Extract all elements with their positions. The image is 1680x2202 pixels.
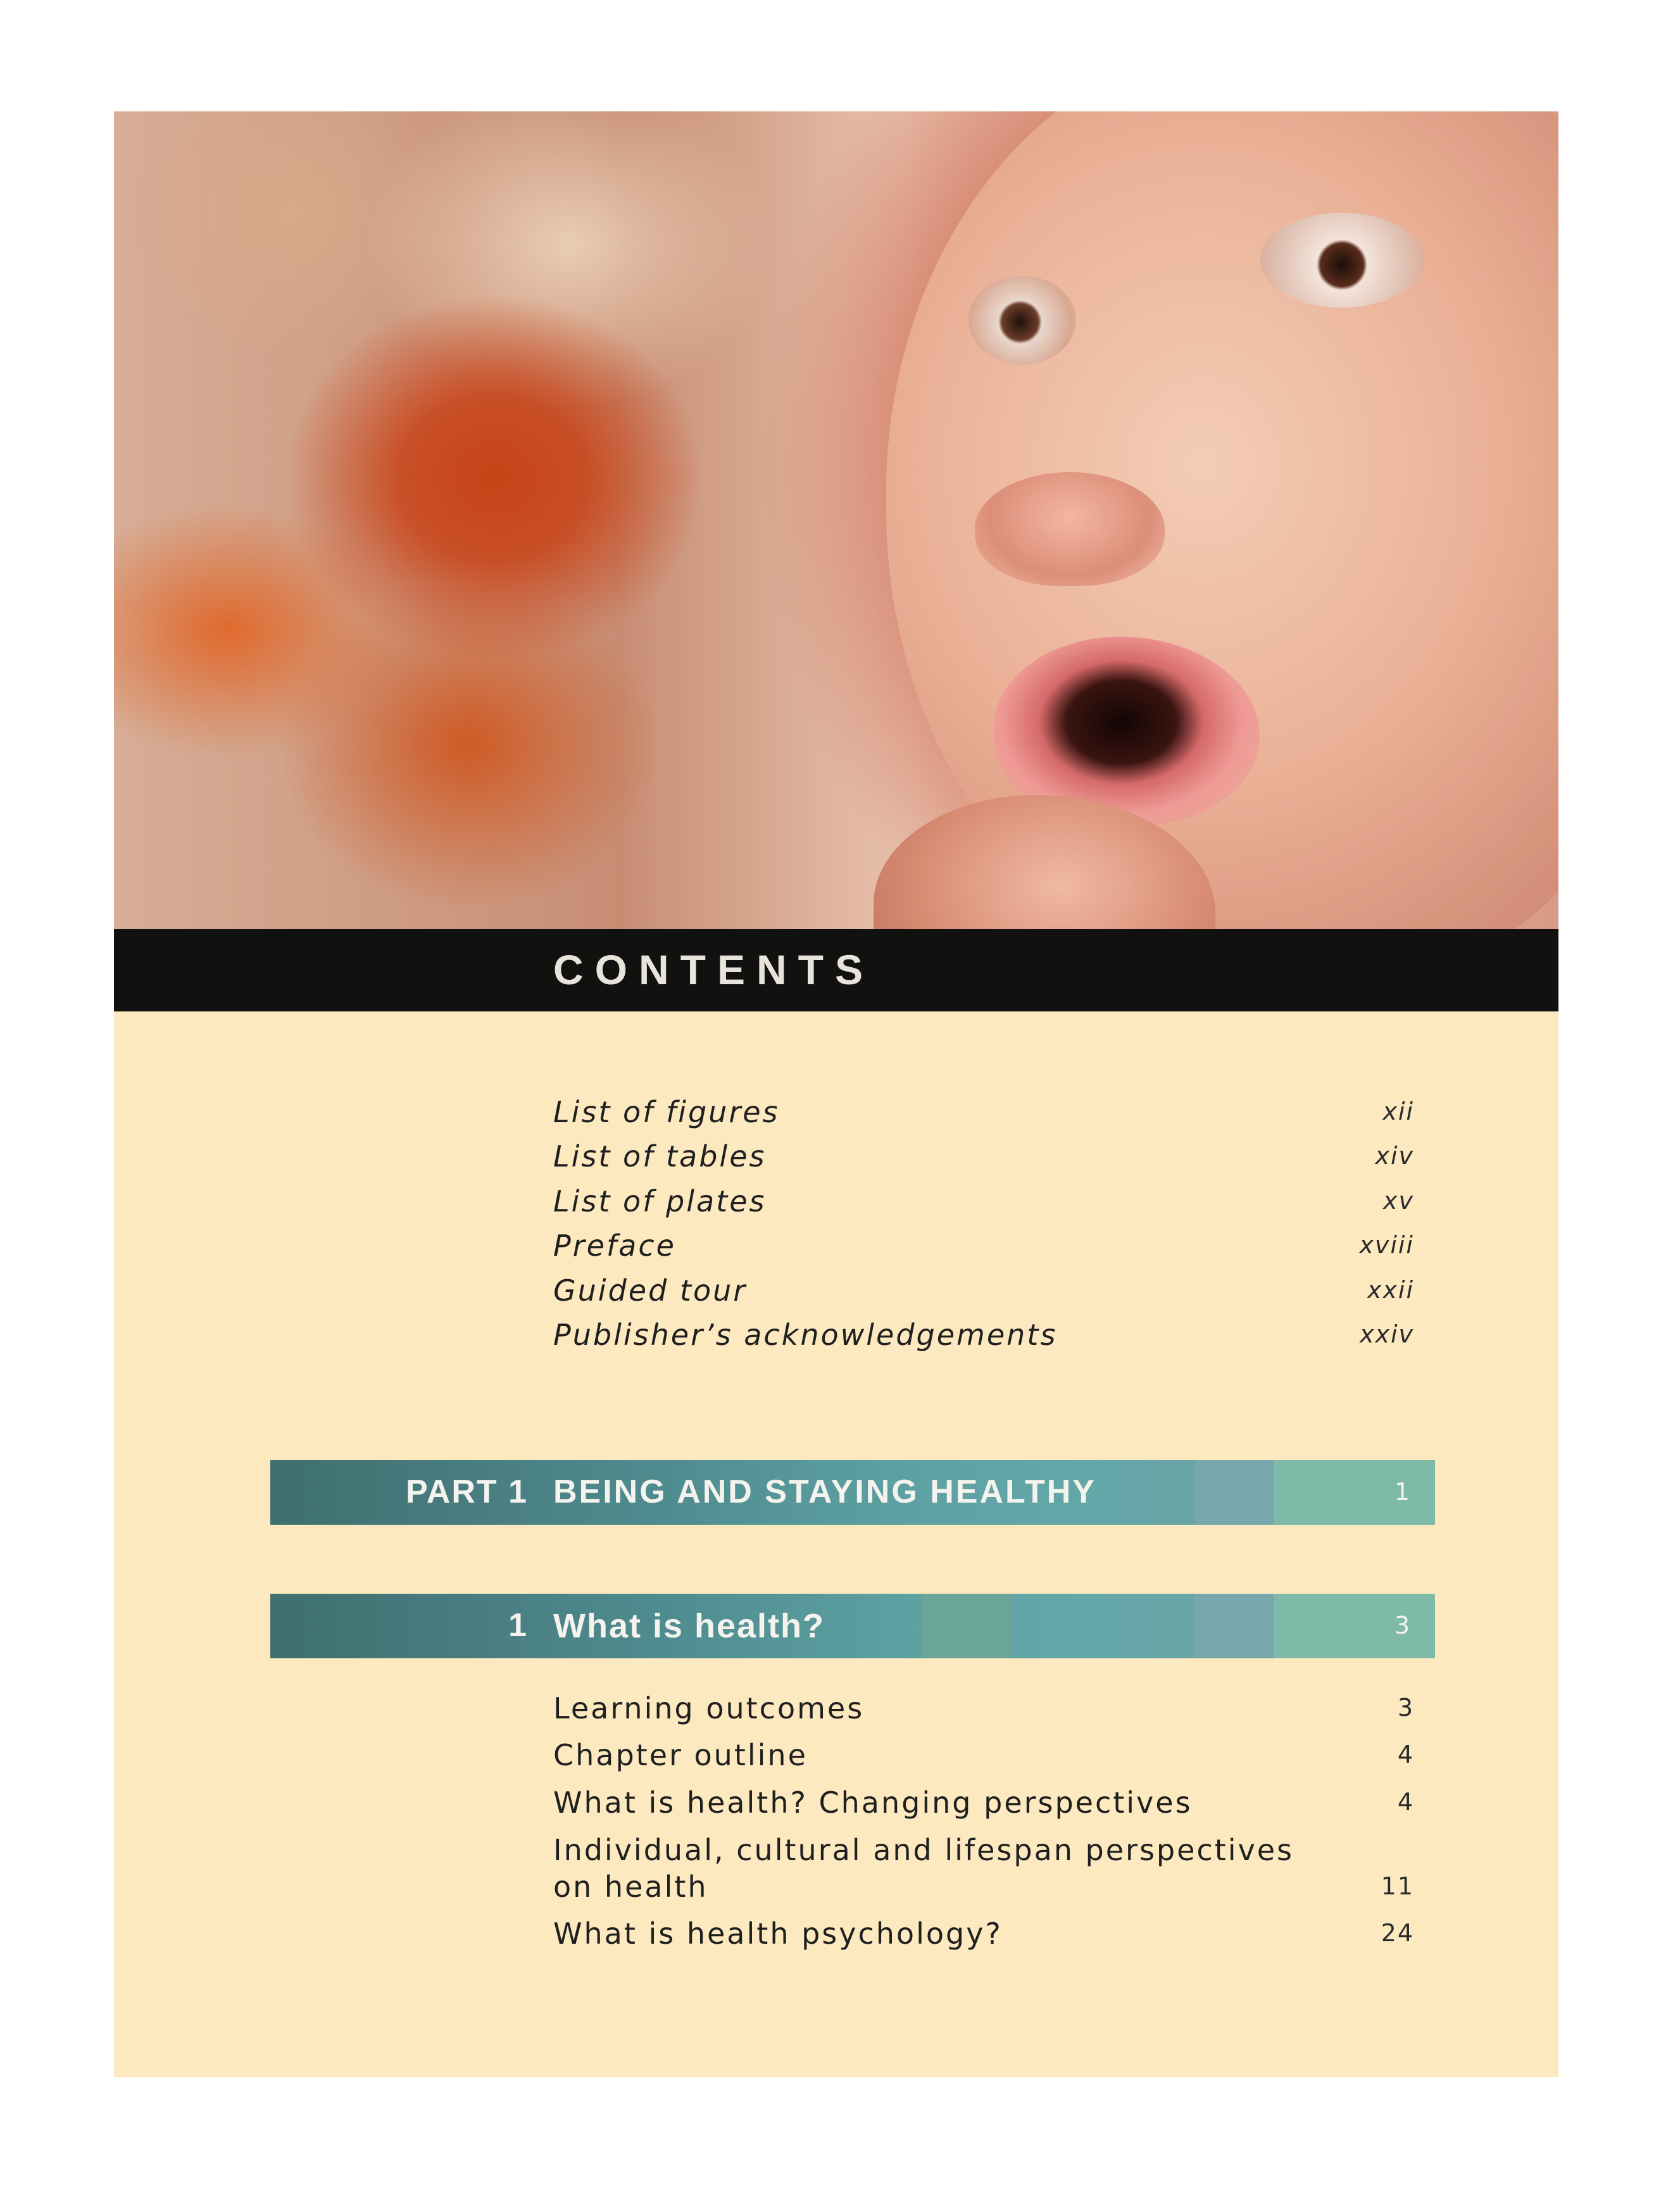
toc-entry-page: xxiv <box>1359 1320 1414 1348</box>
bar-accent-segment <box>1194 1594 1274 1658</box>
toc-section[interactable] <box>553 1691 1414 1736</box>
child-right-eye <box>1260 213 1424 308</box>
toc-entry[interactable] <box>553 1273 1414 1318</box>
toc-section-page: 4 <box>1397 1788 1414 1816</box>
child-left-eye <box>969 276 1076 365</box>
toc-entry[interactable] <box>553 1139 1414 1184</box>
toc-entry-label: List of plates <box>553 1184 767 1218</box>
toc-entry-label: List of figures <box>553 1095 780 1129</box>
toc-section-label: Chapter outline <box>553 1738 808 1772</box>
toc-section[interactable] <box>553 1786 1414 1830</box>
toc-entry-label: Guided tour <box>553 1273 748 1308</box>
toc-entry[interactable] <box>553 1095 1414 1139</box>
toc-section[interactable] <box>553 1917 1414 1961</box>
toc-entry[interactable] <box>553 1184 1414 1229</box>
toc-entry-label: Publisher’s acknowledgements <box>553 1318 1058 1352</box>
toc-entry-page: xii <box>1382 1098 1414 1125</box>
bar-accent-segment <box>1274 1460 1435 1525</box>
toc-entry[interactable] <box>553 1229 1414 1273</box>
bar-accent-segment <box>1194 1460 1274 1525</box>
chapter-heading-bar[interactable] <box>270 1594 1435 1658</box>
part-title: BEING AND STAYING HEALTHY <box>553 1473 1096 1510</box>
chapter-title: What is health? <box>553 1607 825 1645</box>
toc-section-label: Learning outcomes <box>553 1691 865 1725</box>
toc-section-label: What is health psychology? <box>553 1917 1003 1951</box>
bar-accent-segment <box>1274 1594 1435 1658</box>
toc-section[interactable] <box>553 1832 1414 1914</box>
toc-section-page: 24 <box>1381 1919 1414 1947</box>
toc-section-page: 4 <box>1397 1741 1414 1768</box>
toc-entry-label: Preface <box>553 1229 676 1263</box>
child-nose <box>975 472 1165 586</box>
toc-entry-page: xxii <box>1367 1276 1414 1304</box>
toc-section-label-line2: on health <box>553 1870 708 1904</box>
toc-section-page: 11 <box>1381 1872 1414 1900</box>
toc-section-label-line1: Individual, cultural and lifespan perspectives <box>553 1833 1294 1867</box>
toc-entry-page: xviii <box>1359 1231 1414 1259</box>
page-title: CONTENTS <box>553 946 874 993</box>
toc-section-label: What is health? Changing perspectives <box>553 1786 1193 1820</box>
contents-page <box>114 111 1558 2077</box>
part-page: 1 <box>1394 1478 1410 1506</box>
toc-section-label <box>553 1832 1294 1905</box>
chapter-page: 3 <box>1394 1611 1410 1639</box>
toc-section[interactable] <box>553 1738 1414 1782</box>
part-heading-bar[interactable] <box>270 1460 1435 1525</box>
toc-section-page: 3 <box>1397 1694 1414 1722</box>
part-number: PART 1 <box>405 1473 528 1510</box>
cover-photo-child <box>114 111 1558 929</box>
bar-accent-segment <box>922 1594 1011 1658</box>
chapter-number: 1 <box>508 1607 528 1644</box>
contents-banner <box>114 929 1558 1011</box>
toc-entry-label: List of tables <box>553 1139 767 1173</box>
toc-entry-page: xv <box>1383 1187 1414 1215</box>
toc-entry[interactable] <box>553 1318 1414 1362</box>
toc-entry-page: xiv <box>1375 1142 1414 1170</box>
